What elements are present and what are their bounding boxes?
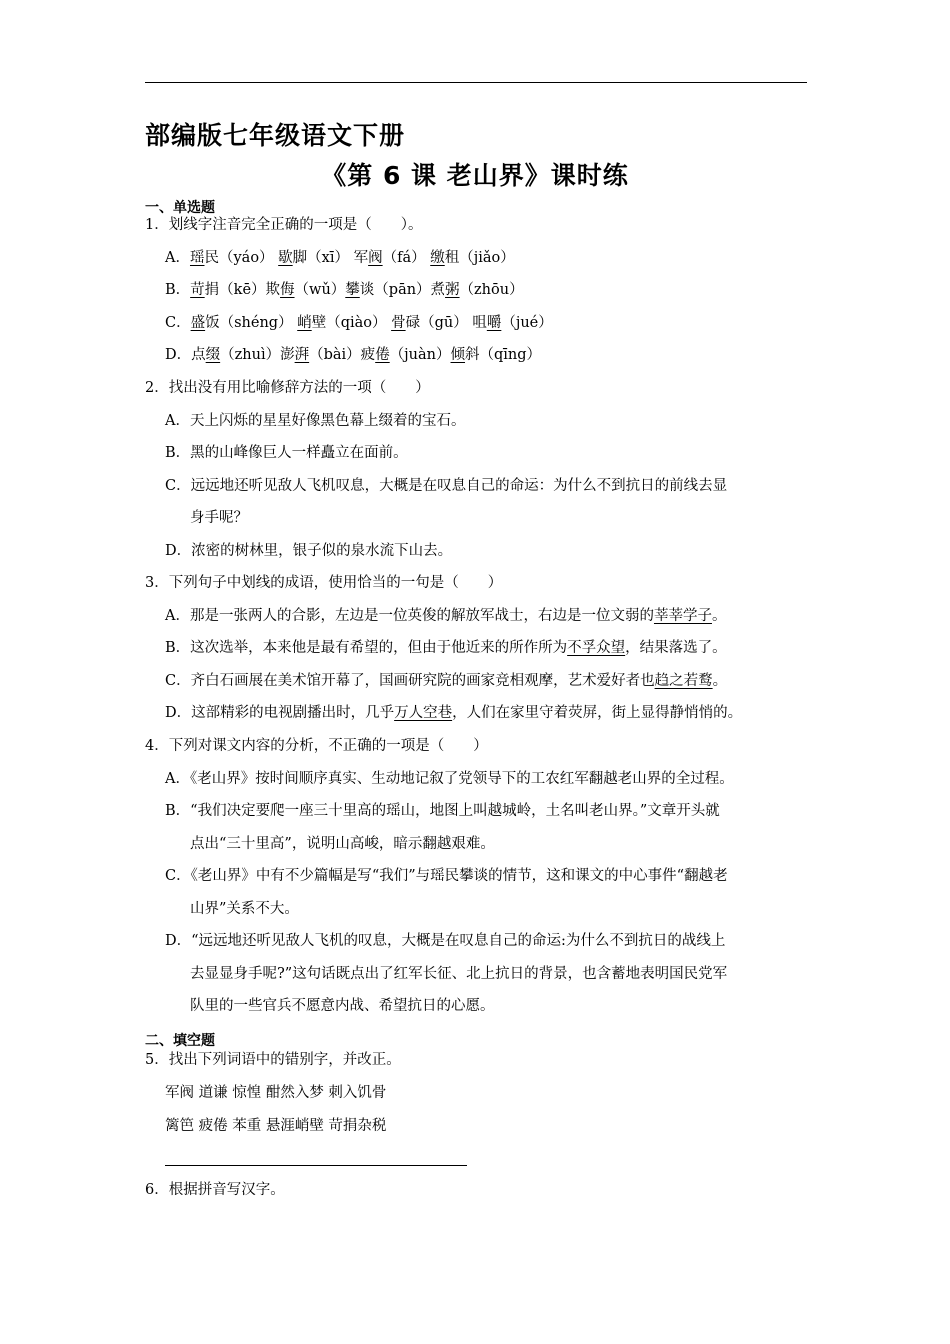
underlined-text: 趋之若鹜 (654, 673, 713, 689)
q4-option-c: C．《老山界》中有不少篇幅是写“我们”与瑶民攀谈的情节，这和课文的中心事件“翻越老 (165, 868, 728, 884)
q4-option-d-cont2: 队里的一些官兵不愿意内战、希望抗日的心愿。 (190, 998, 495, 1014)
text-segment: （jué） (501, 315, 553, 331)
answer-blank-line[interactable] (165, 1165, 467, 1166)
text-segment: 民（yáo） (204, 250, 279, 266)
underlined-text: 万人空巷 (394, 705, 453, 721)
section-heading-1: 一、单选题 (145, 200, 215, 216)
text-segment: 斜（qīng） (465, 347, 542, 363)
text-segment: D．这部精彩的电视剧播出时，几乎 (165, 705, 395, 721)
text-segment: B． (165, 282, 191, 298)
underlined-text: 莘莘学子 (653, 608, 712, 624)
q4-option-a: A．《老山界》按时间顺序真实、生动地记叙了党领导下的工农红军翻越老山界的全过程。 (165, 771, 734, 787)
underlined-text: 峭 (297, 315, 312, 331)
text-segment: ，结果落选了。 (625, 640, 727, 656)
q3-option-c (165, 671, 727, 691)
underlined-text: 苛 (190, 282, 205, 298)
text-segment: （juàn） (389, 347, 451, 363)
q4-option-d: D．“远远地还听见敌人飞机的叹息，大概是在叹息自己的命运:为什么不到抗日的战线上 (165, 933, 726, 949)
q3-option-b (165, 638, 727, 658)
underlined-text: 阀 (368, 250, 383, 266)
underlined-text: 缴 (430, 250, 445, 266)
underlined-text: 攀 (345, 282, 360, 298)
q3-option-a (165, 606, 726, 626)
q4-option-d-cont1: 去显显身手呢?”这句话既点出了红军长征、北上抗日的背景，也含蓄地表明国民党军 (190, 966, 728, 982)
q2-option-c-cont: 身手呢？ (190, 510, 248, 526)
q2-option-d: D．浓密的树林里，银子似的泉水流下山去。 (165, 543, 453, 559)
underlined-text: 瑶 (189, 250, 205, 266)
top-rule (145, 82, 807, 83)
text-segment: D．点 (165, 347, 206, 363)
text-segment: 谈（pān）煮 (359, 282, 446, 298)
doc-title-line2: 《第 6 课 老山界》课时练 (321, 161, 629, 190)
q1-option-a (165, 248, 515, 268)
text-segment: （fá） (382, 250, 431, 266)
q4-option-b-cont: 点出“三十里高”，说明山高峻，暗示翻越艰难。 (190, 836, 495, 852)
doc-title-line1: 部编版七年级语文下册 (145, 121, 406, 150)
q4-option-c-cont: 山界”关系不大。 (190, 901, 299, 917)
q3-stem: 3．下列句子中划线的成语，使用恰当的一句是（ ） (145, 575, 503, 591)
q2-stem: 2．找出没有用比喻修辞方法的一项（ ） (145, 380, 430, 396)
text-segment: A． (165, 250, 190, 266)
underlined-text: 湃 (294, 347, 310, 363)
text-segment: ，人们在家里守着荧屏，街上显得静悄悄的。 (452, 705, 743, 721)
q2-option-b: B．黑的山峰像巨人一样矗立在面前。 (165, 445, 408, 461)
q1-stem: 1．划线字注音完全正确的一项是（ ）。 (145, 217, 423, 233)
underlined-text: 盛 (190, 315, 206, 331)
q2-option-c: C．远远地还听见敌人飞机叹息，大概是在叹息自己的命运：为什么不到抗日的前线去显 (165, 478, 728, 494)
q1-option-b (165, 280, 524, 300)
text-segment: （wǔ） (294, 282, 346, 298)
underlined-text: 侮 (280, 282, 295, 298)
text-segment: （zhōu） (459, 282, 524, 298)
section-heading-2: 二、填空题 (145, 1033, 215, 1049)
q4-option-b: B．“我们决定要爬一座三十里高的瑶山，地图上叫越城岭，土名叫老山界。”文章开头就 (165, 803, 720, 819)
text-segment: 壁（qiào） (311, 315, 392, 331)
underlined-text: 歇 (278, 250, 293, 266)
underlined-text: 倾 (450, 347, 466, 363)
underlined-text: 不孚众望 (567, 640, 626, 656)
q5-words-line1: 军阀 道谦 惊惶 酣然入梦 刺入饥骨 (165, 1085, 387, 1101)
text-segment: （bài）疲 (309, 347, 376, 363)
underlined-text: 倦 (375, 347, 390, 363)
text-segment: A．那是一张两人的合影，左边是一位英俊的解放军战士，右边是一位文弱的 (165, 608, 654, 624)
q5-stem: 5．找出下列词语中的错别字，并改正。 (145, 1052, 401, 1068)
q3-option-d (165, 703, 742, 723)
q6-stem: 6．根据拼音写汉字。 (145, 1182, 285, 1198)
q1-option-d (165, 345, 541, 365)
text-segment: 碌（gū） 咀 (405, 315, 487, 331)
text-segment: 脚（xī） 军 (292, 250, 369, 266)
text-segment: 。 (711, 608, 727, 624)
underlined-text: 嚼 (486, 315, 502, 331)
text-segment: 。 (712, 673, 728, 689)
text-segment: 租（jiǎo） (444, 250, 515, 266)
text-segment: 捐（kē）欺 (204, 282, 281, 298)
q5-words-line2: 篱笆 疲倦 苯重 悬涯峭壁 苛捐杂税 (165, 1118, 387, 1134)
underlined-text: 粥 (445, 282, 460, 298)
text-segment: B．这次选举，本来他是最有希望的，但由于他近来的所作所为 (165, 640, 568, 656)
q4-stem: 4．下列对课文内容的分析，不正确的一项是（ ） (145, 738, 488, 754)
q1-option-c (165, 313, 553, 333)
text-segment: （zhuì）澎 (220, 347, 295, 363)
underlined-text: 缀 (205, 347, 221, 363)
text-segment: 饭（shéng） (205, 315, 298, 331)
text-segment: C． (165, 315, 191, 331)
q2-option-a: A．天上闪烁的星星好像黑色幕上缀着的宝石。 (165, 413, 466, 429)
underlined-text: 骨 (391, 315, 406, 331)
text-segment: C．齐白石画展在美术馆开幕了，国画研究院的画家竞相观摩，艺术爱好者也 (165, 673, 655, 689)
